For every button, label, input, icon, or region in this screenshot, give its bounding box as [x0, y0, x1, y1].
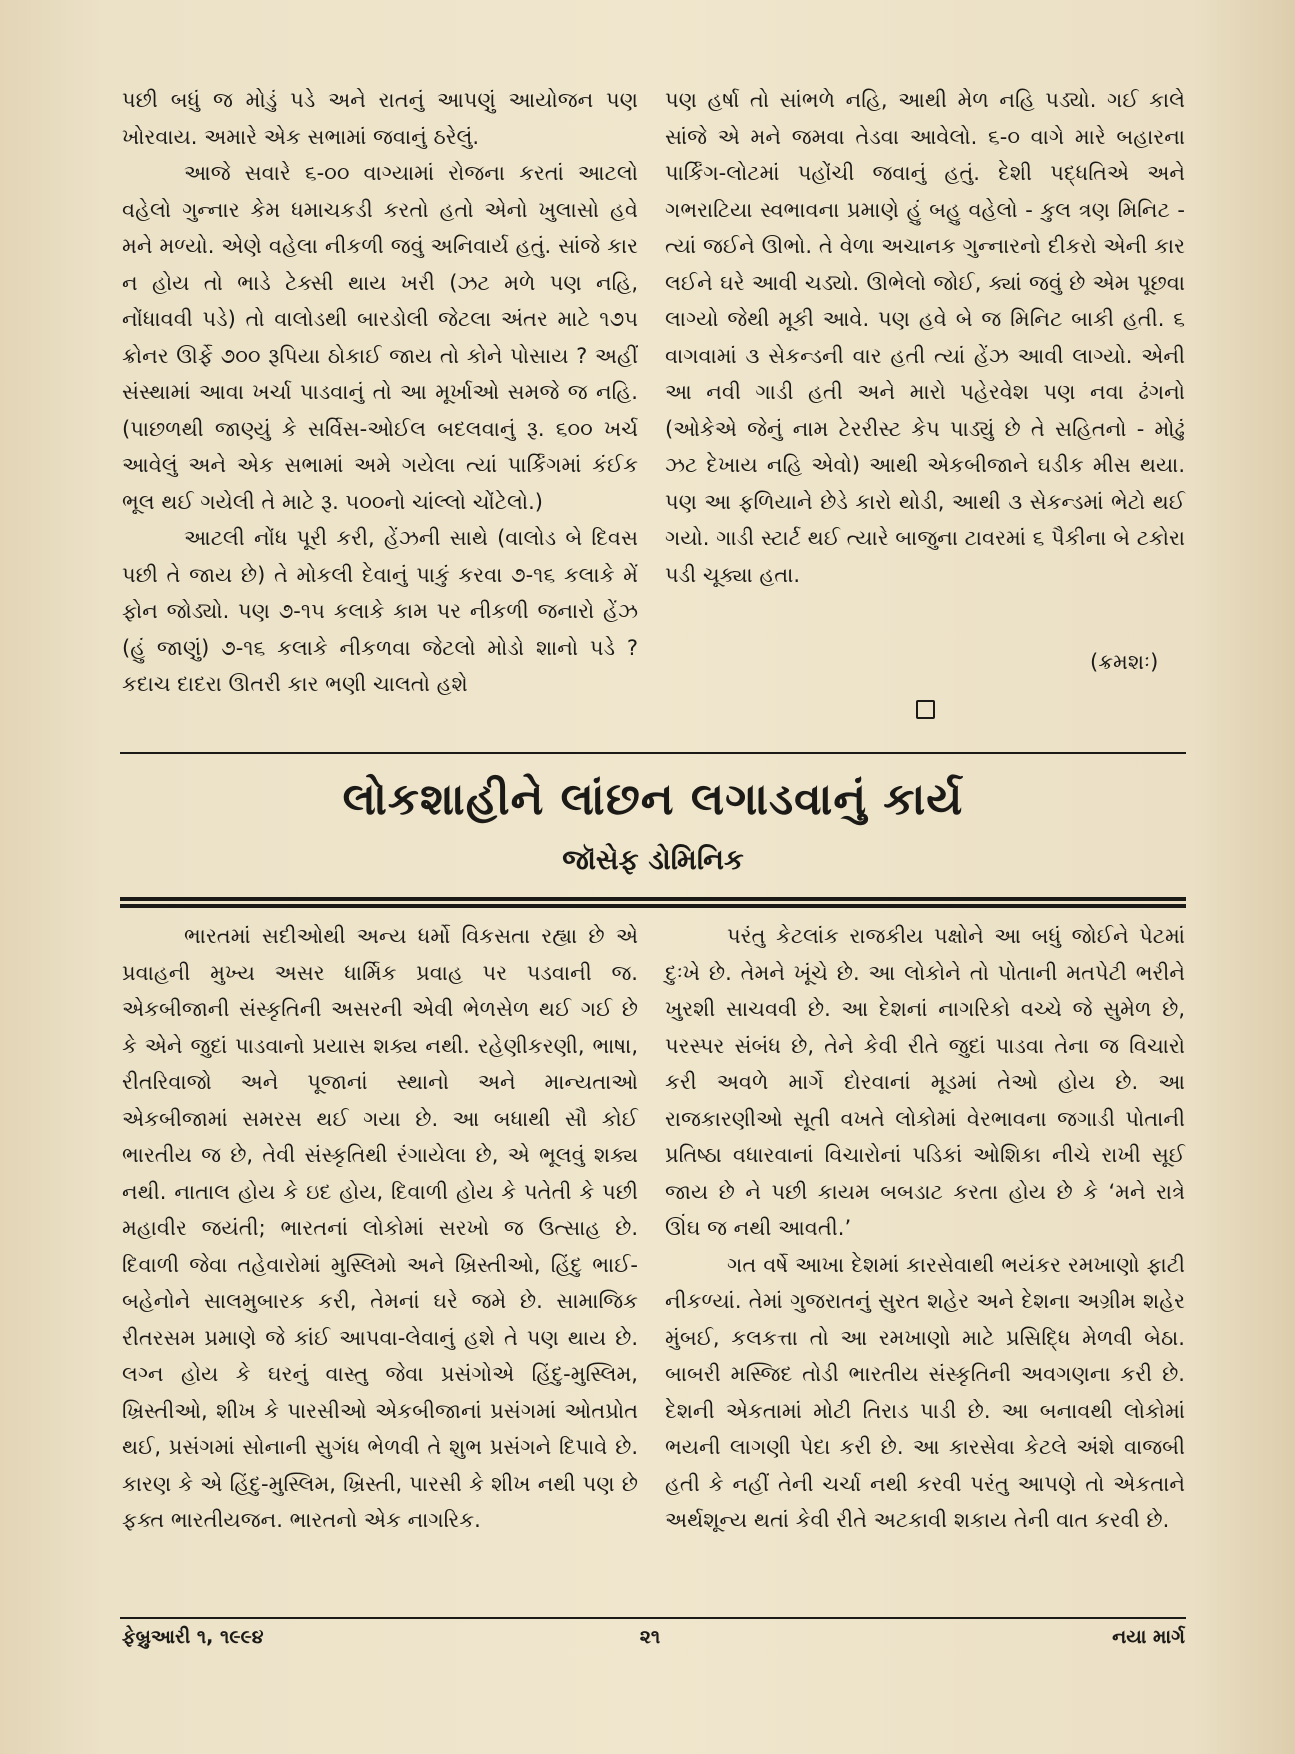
continued-label: (ક્રમશઃ) — [1090, 650, 1159, 674]
paragraph: પરંતુ કેટલાંક રાજકીય પક્ષોને આ બધું જોઈને પેટમાં દુઃખે છે. તેમને ખૂંચે છે. આ લોકોને તો પોતાની મતપેટી ભરીને ખુરશી સાચવવી છે. આ દેશનાં નાગરિકો વચ્ચે જે સુમેળ છે, પરસ્પર સંબંધ છે, તેને કેવી રીતે જુદાં પાડવા તેના જ વિચારો કરી અવળે માર્ગે દોરવાનાં મૂડમાં તેઓ હોય છે. આ રાજકારણીઓ સૂતી વખતે લોકોમાં વેરભાવના જગાડી પોતાની પ્રતિષ્ઠા વધારવાનાં વિચારોનાં પડિકાં ઓશિકા નીચે રાખી સૂઈ જાય છે ને પછી કાયમ બબડાટ કરતા હોય છે કે ‘મને રાત્રે ઊંઘ જ નથી આવતી.’ — [665, 924, 1185, 1240]
end-of-article-box-icon — [916, 700, 935, 719]
top-article-right-column — [665, 82, 1185, 593]
page-number: ૨૧ — [639, 1626, 661, 1648]
paragraph: ભારતમાં સદીઓથી અન્ય ધર્મો વિકસતા રહ્યા છે એ પ્રવાહની મુખ્ય અસર ધાર્મિક પ્રવાહ પર પડવાની જ. એકબીજાની સંસ્કૃતિની અસરની એવી ભેળસેળ થઈ ગઈ છે કે એને જુદાં પાડવાનો પ્રયાસ શક્ય નથી. રહેણીકરણી, ભાષા, રીતરિવાજો અને પૂજાનાં સ્થાનો અને માન્યતાઓ એકબીજામાં સમરસ થઈ ગયા છે. આ બધાથી સૌ કોઈ ભારતીય જ છે, તેવી સંસ્કૃતિથી રંગાયેલા છે, એ ભૂલવું શક્ય નથી. નાતાલ હોય કે ઇદ હોય, દિવાળી હોય કે પતેતી કે પછી મહાવીર જયંતી; ભારતનાં લોકોમાં સરખો જ ઉત્સાહ છે. દિવાળી જેવા તહેવારોમાં મુસ્લિમો અને ખ્રિસ્તીઓ, હિંદુ ભાઈ-બહેનોને સાલમુબારક કરી, તેમનાં ઘરે જમે છે. સામાજિક રીતરસમ પ્રમાણે જે કાંઈ આપવા-લેવાનું હશે તે પણ થાય છે. લગ્ન હોય કે ઘરનું વાસ્તુ જેવા પ્રસંગોએ હિંદુ-મુસ્લિમ, ખ્રિસ્તીઓ, શીખ કે પારસીઓ એકબીજાનાં પ્રસંગમાં ઓતપ્રોત થઈ, પ્રસંગમાં સોનાની સુગંધ ભેળવી તે શુભ પ્રસંગને દિપાવે છે. કારણ કે એ હિંદુ-મુસ્લિમ, ખ્રિસ્તી, પારસી કે શીખ નથી પણ છે ફક્ત ભારતીયજન. ભારતનો એક નાગરિક. — [122, 924, 638, 1532]
article-author: જૉસેફ ડોમિનિક — [562, 843, 744, 876]
top-article-left-column — [122, 82, 638, 703]
publication-name: નયા માર્ગ — [1112, 1626, 1185, 1648]
paragraph: ગત વર્ષે આખા દેશમાં કારસેવાથી ભયંકર રમખાણો ફાટી નીકળ્યાં. તેમાં ગુજરાતનું સુરત શહેર અને દેશના અગ્રીમ શહેર મુંબઈ, કલકત્તા તો આ રમખાણો માટે પ્રસિદ્ધિ મેળવી બેઠા. બાબરી મસ્જિદ તોડી ભારતીય સંસ્કૃતિની અવગણના કરી છે. દેશની એકતામાં મોટી તિરાડ પાડી છે. આ બનાવથી લોકોમાં ભયની લાગણી પેદા કરી છે. આ કારસેવા કેટલે અંશે વાજબી હતી કે નહીં તેની ચર્ચા નથી કરવી પરંતુ આપણે તો એકતાને અર્થશૂન્ય થતાં કેવી રીતે અટકાવી શકાય તેની વાત કરવી છે. — [665, 1252, 1185, 1532]
title-divider — [120, 752, 1186, 754]
paragraph: આટલી નોંધ પૂરી કરી, હેંઝની સાથે (વાલોડ બે દિવસ પછી તે જાય છે) તે મોકલી દેવાનું પાકું કરવા ૭-૧૬ કલાકે મેં ફોન જોડ્યો. પણ ૭-૧૫ કલાકે કામ પર નીકળી જનારો હેંઝ (હું જાણું) ૭-૧૬ કલાકે નીકળવા જેટલો મોડો શાનો પડે ? કદાચ દાદરા ઊતરી કાર ભણી ચાલતો હશે — [122, 526, 638, 696]
paragraph: આજે સવારે ૬-૦૦ વાગ્યામાં રોજના કરતાં આટલો વહેલો ગુન્નાર કેમ ધમાચકડી કરતો હતો એનો ખુલાસો હવે મને મળ્યો. એણે વહેલા નીકળી જવું અનિવાર્ય હતું. સાંજે કાર ન હોય તો ભાડે ટેક્સી થાય ખરી (ઝટ મળે પણ નહિ, નોંધાવવી પડે) તો વાલોડથી બારડોલી જેટલા અંતર માટે ૧૭૫ ક્રોનર ઊર્ફે ૭૦૦ રૂપિયા ઠોકાઈ જાય તો કોને પોસાય ? અહીં સંસ્થામાં આવા ખર્ચા પાડવાનું તો આ મૂર્ખાઓ સમજે જ નહિ. (પાછળથી જાણ્યું કે સર્વિસ-ઓઈલ બદલવાનું રૂ. ૬૦૦ ખર્ચ આવેલું અને એક સભામાં અમે ગયેલા ત્યાં પાર્કિંગમાં કંઈક ભૂલ થઈ ગયેલી તે માટે રૂ. ૫૦૦નો ચાંલ્લો ચોંટેલો.) — [122, 161, 638, 514]
article-title: લોકશાહીને લાંછન લગાડવાનું કાર્ય — [342, 774, 964, 825]
paragraph: પછી બધું જ મોડું પડે અને રાતનું આપણું આયોજન પણ ખોરવાય. અમારે એક સભામાં જવાનું ઠરેલું. — [122, 88, 638, 149]
article-left-column — [122, 918, 638, 1539]
title-double-rule — [120, 897, 1186, 908]
footer-divider — [120, 1617, 1186, 1619]
paragraph: પણ હર્ષા તો સાંભળે નહિ, આથી મેળ નહિ પડ્યો. ગઈ કાલે સાંજે એ મને જમવા તેડવા આવેલો. ૬-૦ વાગે મારે બહારના પાર્કિંગ-લોટમાં પહોંચી જવાનું હતું. દેશી પદ્ધતિએ અને ગભરાટિયા સ્વભાવના પ્રમાણે હું બહુ વહેલો - કુલ ત્રણ મિનિટ - ત્યાં જઈને ઊભો. તે વેળા અચાનક ગુન્નારનો દીકરો એની કાર લઈને ઘરે આવી ચડ્યો. ઊભેલો જોઈ, ક્યાં જવું છે એમ પૂછવા લાગ્યો જેથી મૂકી આવે. પણ હવે બે જ મિનિટ બાકી હતી. ૬ વાગવામાં ૩ સેકન્ડની વાર હતી ત્યાં હેંઝ આવી લાગ્યો. એની આ નવી ગાડી હતી અને મારો પહેરવેશ પણ નવા ઢંગનો (ઓકેએ જેનું નામ ટેરરીસ્ટ કેપ પાડ્યું છે તે સહિતનો - મોઢું ઝટ દેખાય નહિ એવો) આથી એકબીજાને ઘડીક મીસ થયા. પણ આ ફળિયાને છેડે કારો થોડી, આથી ૩ સેકન્ડમાં ભેટો થઈ ગયો. ગાડી સ્ટાર્ટ થઈ ત્યારે બાજુના ટાવરમાં ૬ પૈકીના બે ટકોરા પડી ચૂક્યા હતા. — [665, 88, 1185, 587]
article-right-column — [665, 918, 1185, 1539]
footer-date: ફેબ્રુઆરી ૧, ૧૯૯૪ — [122, 1626, 264, 1648]
